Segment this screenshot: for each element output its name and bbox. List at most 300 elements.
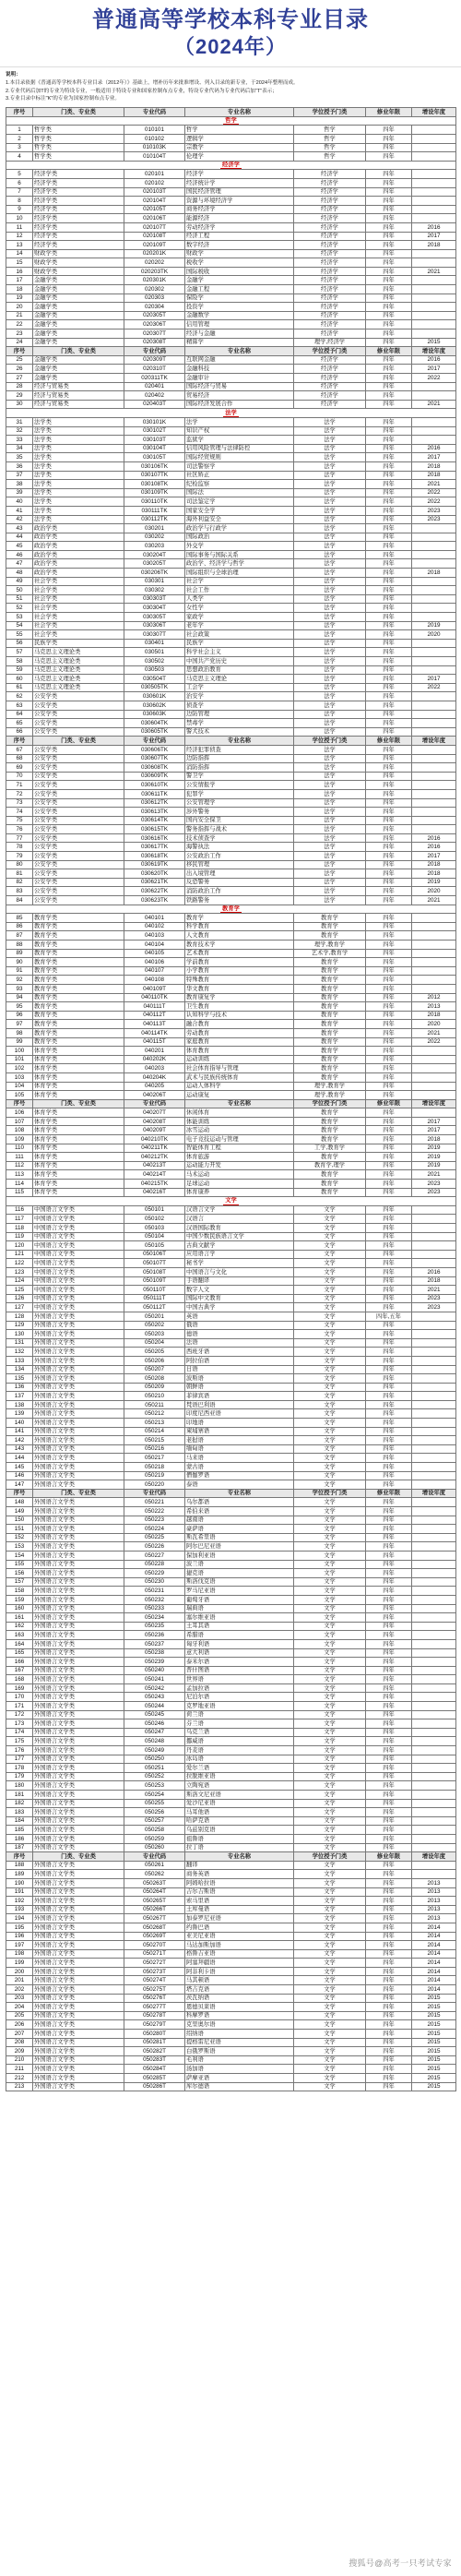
- note-1: 1.本目录依据《普通高等学校本科专业目录（2012年）》基础上，增补历年来批准增设、列入目录的新专业，于2024年整理而成。: [6, 79, 299, 86]
- code-cell: 030307T: [124, 630, 185, 640]
- category-cell: 公安学类: [33, 808, 124, 817]
- added-year-cell: 2022: [412, 497, 456, 507]
- added-year-cell: [412, 789, 456, 798]
- degree-cell: 文学: [294, 1205, 366, 1215]
- code-cell: 050281T: [124, 2038, 185, 2047]
- added-year-cell: [412, 1658, 456, 1667]
- category-cell: 财政学类: [33, 258, 124, 268]
- table-row: [6, 1648, 456, 1658]
- code-cell: 040203: [124, 1064, 185, 1073]
- table-row: [6, 303, 456, 312]
- degree-cell: 法学: [294, 763, 366, 773]
- added-year-cell: [412, 126, 456, 135]
- index-cell: 112: [6, 1161, 33, 1170]
- index-cell: 18: [6, 285, 33, 294]
- added-year-cell: 2023: [412, 515, 456, 524]
- code-cell: 050268T: [124, 1923, 185, 1932]
- index-cell: 196: [6, 1932, 33, 1941]
- duration-cell: 四年: [366, 1498, 412, 1507]
- code-cell: 020107T: [124, 222, 185, 232]
- degree-cell: 理学,教育学: [294, 1082, 366, 1091]
- code-cell: 030102T: [124, 426, 185, 436]
- table-row: [6, 984, 456, 993]
- table-row: [6, 444, 456, 453]
- code-cell: 030607TK: [124, 754, 185, 763]
- index-cell: 35: [6, 453, 33, 462]
- major-name-cell: 西班牙语: [185, 1348, 294, 1357]
- category-cell: 金融学类: [33, 320, 124, 329]
- table-row: [6, 374, 456, 383]
- table-row: [6, 1392, 456, 1401]
- table-row: [6, 355, 456, 365]
- code-cell: 040109T: [124, 984, 185, 993]
- section-title: [6, 1197, 456, 1206]
- table-row: [6, 719, 456, 728]
- code-cell: 050275T: [124, 1985, 185, 1995]
- index-cell: 10: [6, 214, 33, 223]
- major-name-cell: 治安学: [185, 692, 294, 701]
- table-row: [6, 1675, 456, 1684]
- degree-cell: 法学: [294, 754, 366, 763]
- table-row: [6, 701, 456, 710]
- degree-cell: 文学: [294, 1693, 366, 1702]
- category-cell: 外国语言文学类: [33, 1755, 124, 1764]
- major-name-cell: 商务英语: [185, 1870, 294, 1879]
- notes-block: [0, 67, 461, 105]
- table-row: [6, 506, 456, 515]
- code-cell: 050227: [124, 1551, 185, 1560]
- category-cell: 金融学类: [33, 355, 124, 365]
- index-cell: 39: [6, 488, 33, 497]
- code-cell: 050260: [124, 1843, 185, 1852]
- category-cell: 体育学类: [33, 1170, 124, 1180]
- code-cell: 050241: [124, 1675, 185, 1684]
- duration-cell: 四年: [366, 958, 412, 967]
- added-year-cell: [412, 1055, 456, 1064]
- index-cell: 62: [6, 692, 33, 701]
- category-cell: 法学类: [33, 444, 124, 453]
- major-name-cell: 瑞典语: [185, 1604, 294, 1613]
- major-name-cell: 经济与金融: [185, 329, 294, 339]
- degree-cell: 经济学: [294, 365, 366, 374]
- code-cell: 050250: [124, 1755, 185, 1764]
- category-cell: 外国语言文学类: [33, 1728, 124, 1737]
- index-cell: 95: [6, 1002, 33, 1012]
- major-name-cell: 民族学: [185, 639, 294, 648]
- category-cell: 马克思主义理论类: [33, 657, 124, 666]
- category-cell: 经济学类: [33, 214, 124, 223]
- category-cell: 中国语言文学类: [33, 1259, 124, 1268]
- degree-cell: 文学: [294, 1374, 366, 1384]
- code-cell: 020106T: [124, 214, 185, 223]
- table-row: [6, 825, 456, 834]
- degree-cell: 文学: [294, 1604, 366, 1613]
- major-name-cell: 经济学: [185, 170, 294, 179]
- category-cell: 中国语言文学类: [33, 1276, 124, 1286]
- degree-cell: 教育学: [294, 1180, 366, 1189]
- code-cell: 050240: [124, 1666, 185, 1675]
- duration-cell: 四年: [366, 1595, 412, 1604]
- added-year-cell: [412, 1710, 456, 1719]
- code-cell: 030203: [124, 542, 185, 551]
- code-cell: 050223: [124, 1516, 185, 1525]
- code-cell: 040207T: [124, 1108, 185, 1118]
- degree-cell: 经济学: [294, 294, 366, 303]
- major-name-cell: 体育康养: [185, 1188, 294, 1197]
- index-cell: 59: [6, 665, 33, 675]
- index-cell: 12: [6, 232, 33, 241]
- index-cell: 96: [6, 1011, 33, 1020]
- index-cell: 75: [6, 816, 33, 825]
- repeated-header-row: [6, 1099, 456, 1108]
- major-name-cell: 数字人文: [185, 1286, 294, 1295]
- degree-cell: 经济学: [294, 249, 366, 258]
- major-name-cell: 哈萨克语: [185, 1816, 294, 1826]
- index-cell: 182: [6, 1799, 33, 1808]
- added-year-cell: [412, 1613, 456, 1623]
- code-cell: 050263T: [124, 1878, 185, 1887]
- index-cell: 107: [6, 1117, 33, 1126]
- degree-cell: 法学: [294, 683, 366, 692]
- major-name-cell: 警务指挥与战术: [185, 825, 294, 834]
- added-year-cell: 2014: [412, 1941, 456, 1950]
- major-name-cell: 特殊教育: [185, 976, 294, 985]
- added-year-cell: [412, 808, 456, 817]
- major-name-cell: 茨瓦纳语: [185, 1994, 294, 2003]
- degree-cell: 文学: [294, 1321, 366, 1330]
- major-name-cell: 柬埔寨语: [185, 1427, 294, 1436]
- code-cell: 030111TK: [124, 506, 185, 515]
- added-year-cell: [412, 1728, 456, 1737]
- major-name-cell: 希伯来语: [185, 1507, 294, 1516]
- degree-cell: 法学: [294, 621, 366, 630]
- degree-cell: 法学: [294, 808, 366, 817]
- added-year-cell: [412, 772, 456, 781]
- index-cell: 122: [6, 1259, 33, 1268]
- code-cell: 040115T: [124, 1037, 185, 1047]
- duration-cell: 四年: [366, 1799, 412, 1808]
- table-row: [6, 1454, 456, 1463]
- duration-cell: 四年: [366, 400, 412, 409]
- major-name-cell: 融合教育: [185, 1020, 294, 1029]
- added-year-cell: [412, 1826, 456, 1835]
- index-cell: 80: [6, 860, 33, 869]
- section-title: [6, 409, 456, 418]
- code-cell: 020109T: [124, 241, 185, 250]
- duration-cell: 四年: [366, 2003, 412, 2012]
- added-year-cell: [412, 1595, 456, 1604]
- added-year-cell: [412, 1392, 456, 1401]
- duration-cell: 四年: [366, 329, 412, 339]
- added-year-cell: 2015: [412, 2011, 456, 2020]
- added-year-cell: [412, 329, 456, 339]
- table-row: [6, 683, 456, 692]
- table-row: [6, 461, 456, 471]
- duration-cell: 四年: [366, 1897, 412, 1906]
- degree-cell: 文学: [294, 1737, 366, 1746]
- code-cell: 030112TK: [124, 515, 185, 524]
- added-year-cell: [412, 1064, 456, 1073]
- duration-cell: 四年: [366, 126, 412, 135]
- added-year-cell: [412, 1205, 456, 1215]
- index-cell: 155: [6, 1560, 33, 1569]
- table-row: [6, 1507, 456, 1516]
- added-year-cell: 2020: [412, 887, 456, 896]
- index-cell: 83: [6, 887, 33, 896]
- index-cell: 93: [6, 984, 33, 993]
- index-cell: 55: [6, 630, 33, 640]
- duration-cell: 四年: [366, 1374, 412, 1384]
- added-year-cell: [412, 1250, 456, 1259]
- duration-cell: 四年: [366, 285, 412, 294]
- degree-cell: 教育学: [294, 958, 366, 967]
- added-year-cell: [412, 1232, 456, 1241]
- degree-cell: 文学: [294, 1878, 366, 1887]
- duration-cell: 四年: [366, 1604, 412, 1613]
- major-name-cell: 阿姆哈拉语: [185, 1878, 294, 1887]
- degree-cell: 文学: [294, 1666, 366, 1675]
- table-row: [6, 1683, 456, 1693]
- category-cell: 体育学类: [33, 1161, 124, 1170]
- code-cell: 040101: [124, 914, 185, 923]
- index-cell: 82: [6, 878, 33, 887]
- index-cell: 124: [6, 1276, 33, 1286]
- major-name-cell: 涉外警务: [185, 808, 294, 817]
- index-cell: 167: [6, 1666, 33, 1675]
- added-year-cell: [412, 1321, 456, 1330]
- index-cell: 151: [6, 1525, 33, 1534]
- index-cell: 87: [6, 931, 33, 941]
- duration-cell: 四年: [366, 1932, 412, 1941]
- major-name-cell: 斯洛伐克语: [185, 1577, 294, 1587]
- duration-cell: 四年: [366, 1994, 412, 2003]
- code-cell: 050243: [124, 1693, 185, 1702]
- duration-cell: 四年: [366, 249, 412, 258]
- table-row: [6, 1400, 456, 1409]
- major-name-cell: 马达加斯加语: [185, 1941, 294, 1950]
- duration-cell: 四年: [366, 949, 412, 958]
- degree-cell: 文学: [294, 1914, 366, 1923]
- repeated-header-5: 修业年限: [366, 347, 412, 356]
- code-cell: 030616TK: [124, 833, 185, 843]
- major-name-cell: 克罗地亚语: [185, 1702, 294, 1711]
- major-name-cell: 休闲体育: [185, 1108, 294, 1118]
- added-year-cell: 2019: [412, 1161, 456, 1170]
- duration-cell: 四年: [366, 648, 412, 657]
- added-year-cell: [412, 604, 456, 613]
- degree-cell: 法学: [294, 657, 366, 666]
- code-cell: 030503: [124, 665, 185, 675]
- degree-cell: 文学: [294, 1436, 366, 1445]
- index-cell: 111: [6, 1153, 33, 1162]
- major-name-cell: 国际税收: [185, 267, 294, 276]
- code-cell: 050266T: [124, 1905, 185, 1914]
- major-name-cell: 互联网金融: [185, 355, 294, 365]
- category-cell: 金融学类: [33, 276, 124, 285]
- added-year-cell: [412, 1108, 456, 1118]
- category-cell: 外国语言文学类: [33, 1525, 124, 1534]
- major-name-cell: 运动人体科学: [185, 1082, 294, 1091]
- table-row: [6, 878, 456, 887]
- code-cell: 050209: [124, 1383, 185, 1392]
- code-cell: 050110T: [124, 1286, 185, 1295]
- code-cell: 050245: [124, 1710, 185, 1719]
- code-cell: 020308T: [124, 338, 185, 347]
- category-cell: 外国语言文学类: [33, 1985, 124, 1995]
- index-cell: 30: [6, 400, 33, 409]
- duration-cell: 四年: [366, 1047, 412, 1056]
- degree-cell: 法学: [294, 772, 366, 781]
- table-row: [6, 772, 456, 781]
- repeated-header-3: 专业名称: [185, 1852, 294, 1862]
- index-cell: 177: [6, 1755, 33, 1764]
- duration-cell: 四年: [366, 497, 412, 507]
- table-row: [6, 1941, 456, 1950]
- duration-cell: 四年: [366, 966, 412, 976]
- major-name-cell: 教育技术学: [185, 941, 294, 950]
- table-row: [6, 143, 456, 152]
- added-year-cell: [412, 665, 456, 675]
- added-year-cell: [412, 1471, 456, 1480]
- major-name-cell: 电子竞技运动与管理: [185, 1135, 294, 1144]
- major-name-cell: 意大利语: [185, 1648, 294, 1658]
- category-cell: 外国语言文学类: [33, 1595, 124, 1604]
- duration-cell: 四年: [366, 338, 412, 347]
- duration-cell: 四年: [366, 311, 412, 320]
- code-cell: 050222: [124, 1507, 185, 1516]
- added-year-cell: [412, 1702, 456, 1711]
- index-cell: 174: [6, 1728, 33, 1737]
- major-name-cell: 手语翻译: [185, 1276, 294, 1286]
- category-cell: 外国语言文学类: [33, 1330, 124, 1339]
- index-cell: 140: [6, 1419, 33, 1428]
- category-cell: 法学类: [33, 480, 124, 489]
- category-cell: 社会学类: [33, 594, 124, 604]
- degree-cell: 教育学: [294, 1117, 366, 1126]
- header-code: 专业代码: [124, 108, 185, 117]
- major-name-cell: 菲律宾语: [185, 1392, 294, 1401]
- major-name-cell: 希腊语: [185, 1631, 294, 1640]
- duration-cell: 四年: [366, 1153, 412, 1162]
- table-row: [6, 604, 456, 613]
- major-name-cell: 僧伽罗语: [185, 1471, 294, 1480]
- degree-cell: 工学,教育学: [294, 1144, 366, 1153]
- degree-cell: 教育学: [294, 1055, 366, 1064]
- degree-cell: 教育学: [294, 976, 366, 985]
- table-row: [6, 515, 456, 524]
- duration-cell: 四年: [366, 1294, 412, 1303]
- index-cell: 154: [6, 1551, 33, 1560]
- degree-cell: 教育学: [294, 1037, 366, 1047]
- duration-cell: 四年: [366, 2082, 412, 2091]
- table-row: [6, 1976, 456, 1985]
- table-row: [6, 126, 456, 135]
- degree-cell: 教育学: [294, 1020, 366, 1029]
- major-name-cell: 消防政治工作: [185, 887, 294, 896]
- category-cell: 外国语言文学类: [33, 1683, 124, 1693]
- category-cell: 外国语言文学类: [33, 1454, 124, 1463]
- index-cell: 126: [6, 1294, 33, 1303]
- duration-cell: 四年: [366, 444, 412, 453]
- duration-cell: 四年: [366, 542, 412, 551]
- category-cell: 法学类: [33, 506, 124, 515]
- degree-cell: 文学: [294, 1480, 366, 1490]
- duration-cell: 四年: [366, 1702, 412, 1711]
- category-cell: 公安学类: [33, 878, 124, 887]
- major-name-cell: 家政学: [185, 613, 294, 622]
- degree-cell: 文学: [294, 1232, 366, 1241]
- table-row: [6, 276, 456, 285]
- degree-cell: 法学: [294, 648, 366, 657]
- major-name-cell: 政治学与行政学: [185, 524, 294, 533]
- duration-cell: 四年: [366, 1338, 412, 1348]
- degree-cell: 教育学: [294, 1153, 366, 1162]
- major-name-cell: 波斯语: [185, 1374, 294, 1384]
- index-cell: 185: [6, 1826, 33, 1835]
- degree-cell: 文学: [294, 1241, 366, 1251]
- table-row: [6, 1791, 456, 1800]
- category-cell: 公安学类: [33, 692, 124, 701]
- category-cell: 外国语言文学类: [33, 1551, 124, 1560]
- table-row: [6, 311, 456, 320]
- major-name-cell: 拉脱维亚语: [185, 1772, 294, 1781]
- added-year-cell: [412, 1551, 456, 1560]
- category-cell: 公安学类: [33, 701, 124, 710]
- duration-cell: 四年: [366, 825, 412, 834]
- category-cell: 中国语言文学类: [33, 1215, 124, 1224]
- table-row: [6, 1444, 456, 1454]
- table-row: [6, 258, 456, 268]
- added-year-cell: [412, 1737, 456, 1746]
- header-degree: 学位授予门类: [294, 108, 366, 117]
- category-cell: 教育学类: [33, 941, 124, 950]
- code-cell: 050283T: [124, 2055, 185, 2065]
- degree-cell: 文学: [294, 1250, 366, 1259]
- duration-cell: 四年: [366, 1967, 412, 1976]
- code-cell: 020401: [124, 382, 185, 391]
- duration-cell: 四年: [366, 1224, 412, 1233]
- major-name-cell: 科摩罗语: [185, 2011, 294, 2020]
- degree-cell: 文学: [294, 1675, 366, 1684]
- index-cell: 115: [6, 1188, 33, 1197]
- index-cell: 147: [6, 1480, 33, 1490]
- added-year-cell: [412, 1525, 456, 1534]
- major-name-cell: 英语: [185, 1312, 294, 1321]
- section-title: [6, 161, 456, 170]
- index-cell: 41: [6, 506, 33, 515]
- table-row: [6, 426, 456, 436]
- major-name-cell: 教育学: [185, 914, 294, 923]
- repeated-header-1: 门类、专业类: [33, 1489, 124, 1498]
- duration-cell: 四年: [366, 1914, 412, 1923]
- duration-cell: 四年: [366, 355, 412, 365]
- index-cell: 193: [6, 1905, 33, 1914]
- index-cell: 54: [6, 621, 33, 630]
- table-row: [6, 1737, 456, 1746]
- degree-cell: 教育学: [294, 1028, 366, 1037]
- duration-cell: 四年: [366, 2055, 412, 2065]
- added-year-cell: [412, 966, 456, 976]
- category-cell: 中国语言文学类: [33, 1205, 124, 1215]
- code-cell: 040204K: [124, 1072, 185, 1082]
- table-row: [6, 417, 456, 426]
- code-cell: 050201: [124, 1312, 185, 1321]
- code-cell: 050103: [124, 1224, 185, 1233]
- major-name-cell: 社会体育指导与管理: [185, 1064, 294, 1073]
- index-cell: 132: [6, 1348, 33, 1357]
- added-year-cell: [412, 303, 456, 312]
- degree-cell: 文学: [294, 1516, 366, 1525]
